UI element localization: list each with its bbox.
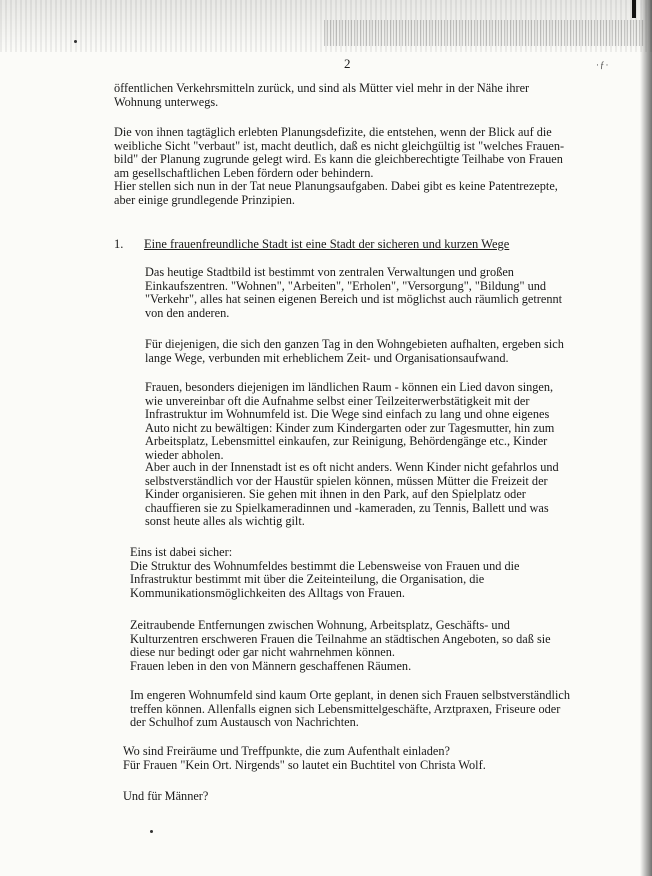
paragraph-text: Wo sind Freiräume und Treffpunkte, die zum Aufenthalt einladen? Für Frauen "Kein Ort. Nirgends" so lautet ein Buchtitel von Christa Wolf. bbox=[123, 744, 486, 772]
paragraph-text: Aber auch in der Innenstadt ist es oft nicht anders. Wenn Kinder nicht gefahrlos und selbstverständlich vor der Haustür spielen können, müssen Mütter die Freizeit der Kinder organisieren. Sie gehen mit ihnen in den Park, auf den Spielplatz oder chauffieren sie zu Spielkameradinnen und -kameraden, zu Tennis, Ballett und was sonst heute alles als wichtig gilt. bbox=[145, 460, 559, 529]
section-heading bbox=[114, 237, 534, 252]
section-paragraph bbox=[145, 338, 573, 365]
paragraph-text: Eins ist dabei sicher: Die Struktur des Wohnumfeldes bestimmt die Lebensweise von Frauen und die Infrastruktur bestimmt mit über die Zeiteinteilung, die Organisation, die Kommunikationsmöglichkeiten des Alltags von Frauen. bbox=[130, 545, 520, 600]
scan-speck bbox=[150, 830, 153, 833]
page-number: 2 bbox=[344, 56, 351, 71]
intro-line: Die von ihnen tagtäglich erlebten Planungsdefizite, die entstehen, wenn der Blick auf die bbox=[114, 125, 552, 139]
scan-shadow-edge bbox=[640, 0, 652, 876]
section-paragraph bbox=[145, 266, 573, 320]
section-paragraph bbox=[130, 689, 573, 730]
paragraph-text: Das heutige Stadtbild ist bestimmt von zentralen Verwaltungen und großen Einkaufszentren. "Wohnen", "Arbeiten", "Erholen", "Versorgung", "Bildung" und "Verkehr", alles hat seinen eigenen Bereich und ist möglichst auch räumlich getrennt von den anderen. bbox=[145, 265, 563, 320]
scan-noise-header bbox=[324, 20, 644, 46]
intro-paragraph-1 bbox=[114, 82, 574, 109]
paragraph-text: Zeitraubende Entfernungen zwischen Wohnung, Arbeitsplatz, Geschäfts- und Kulturzentren erschweren Frauen die Teilnahme an städtischen Angeboten, so daß sie diese nur bedingt oder gar nicht wahrnehmen können. Frauen leben in den von Männern geschaffenen Räumen. bbox=[130, 618, 551, 673]
paragraph-text: Und für Männer? bbox=[123, 789, 209, 803]
intro-paragraph-2 bbox=[114, 126, 574, 208]
intro-line: am gesellschaftlichen Leben fördern oder behindern. bbox=[114, 165, 374, 180]
intro-line: Hier stellen sich nun in der Tat neue Planungsaufgaben. Dabei gibt es keine Patentrezepte, bbox=[114, 179, 558, 194]
section-paragraph bbox=[130, 619, 573, 673]
intro-line: bild" der Planung zugrunde gelegt wird. Es kann die gleichberechtigte Teilhabe von Frauen bbox=[114, 152, 563, 167]
paragraph-text: Für diejenigen, die sich den ganzen Tag in den Wohngebieten aufhalten, ergeben sich lange Wege, verbunden mit erheblichem Zeit- und Organisationsaufwand. bbox=[145, 337, 564, 365]
intro-line: weibliche Sicht "verbaut" ist, macht deutlich, daß es nicht gleichgültig ist "welches Frauen- bbox=[114, 138, 565, 153]
intro-line: aber einige grundlegende Prinzipien. bbox=[114, 192, 295, 207]
section-paragraph bbox=[123, 745, 573, 772]
section-paragraph bbox=[130, 546, 573, 600]
section-number: 1. bbox=[114, 237, 124, 251]
scan-speck bbox=[74, 40, 77, 43]
corner-mark bbox=[632, 0, 636, 18]
intro-paragraph-1-text: öffentlichen Verkehrsmitteln zurück, und sind als Mütter viel mehr in der Nähe ihrer Wohnung unterwegs. bbox=[114, 81, 530, 109]
section-paragraph bbox=[123, 790, 573, 804]
paragraph-text: Frauen, besonders diejenigen im ländlichen Raum - können ein Lied davon singen, wie unvereinbar oft die Aufnahme selbst einer Teilzeiterwerbstätigkeit mit der Infrastruktur im Wohnumfeld ist. Die Wege sind einfach zu lang und ohne eigenes Auto nicht zu bewältigen: Kinder zum Kindergarten oder zur Tagesmutter, hin zum Arbeitsplatz, Lebensmittel einkaufen, zur Reinigung, Behördengänge etc., Kinder wieder abholen. bbox=[145, 380, 555, 462]
section-paragraph bbox=[145, 381, 573, 463]
margin-stamp: ·ƒ· bbox=[596, 60, 610, 70]
section-title: Eine frauenfreundliche Stadt ist eine Stadt der sicheren und kurzen Wege bbox=[144, 237, 510, 251]
paragraph-text: Im engeren Wohnumfeld sind kaum Orte geplant, in denen sich Frauen selbstverständlich treffen können. Allenfalls eignen sich Lebensmittelgeschäfte, Arztpraxen, Friseure oder der Schulhof zum Austausch von Nachrichten. bbox=[130, 688, 570, 730]
section-paragraph bbox=[145, 461, 573, 529]
